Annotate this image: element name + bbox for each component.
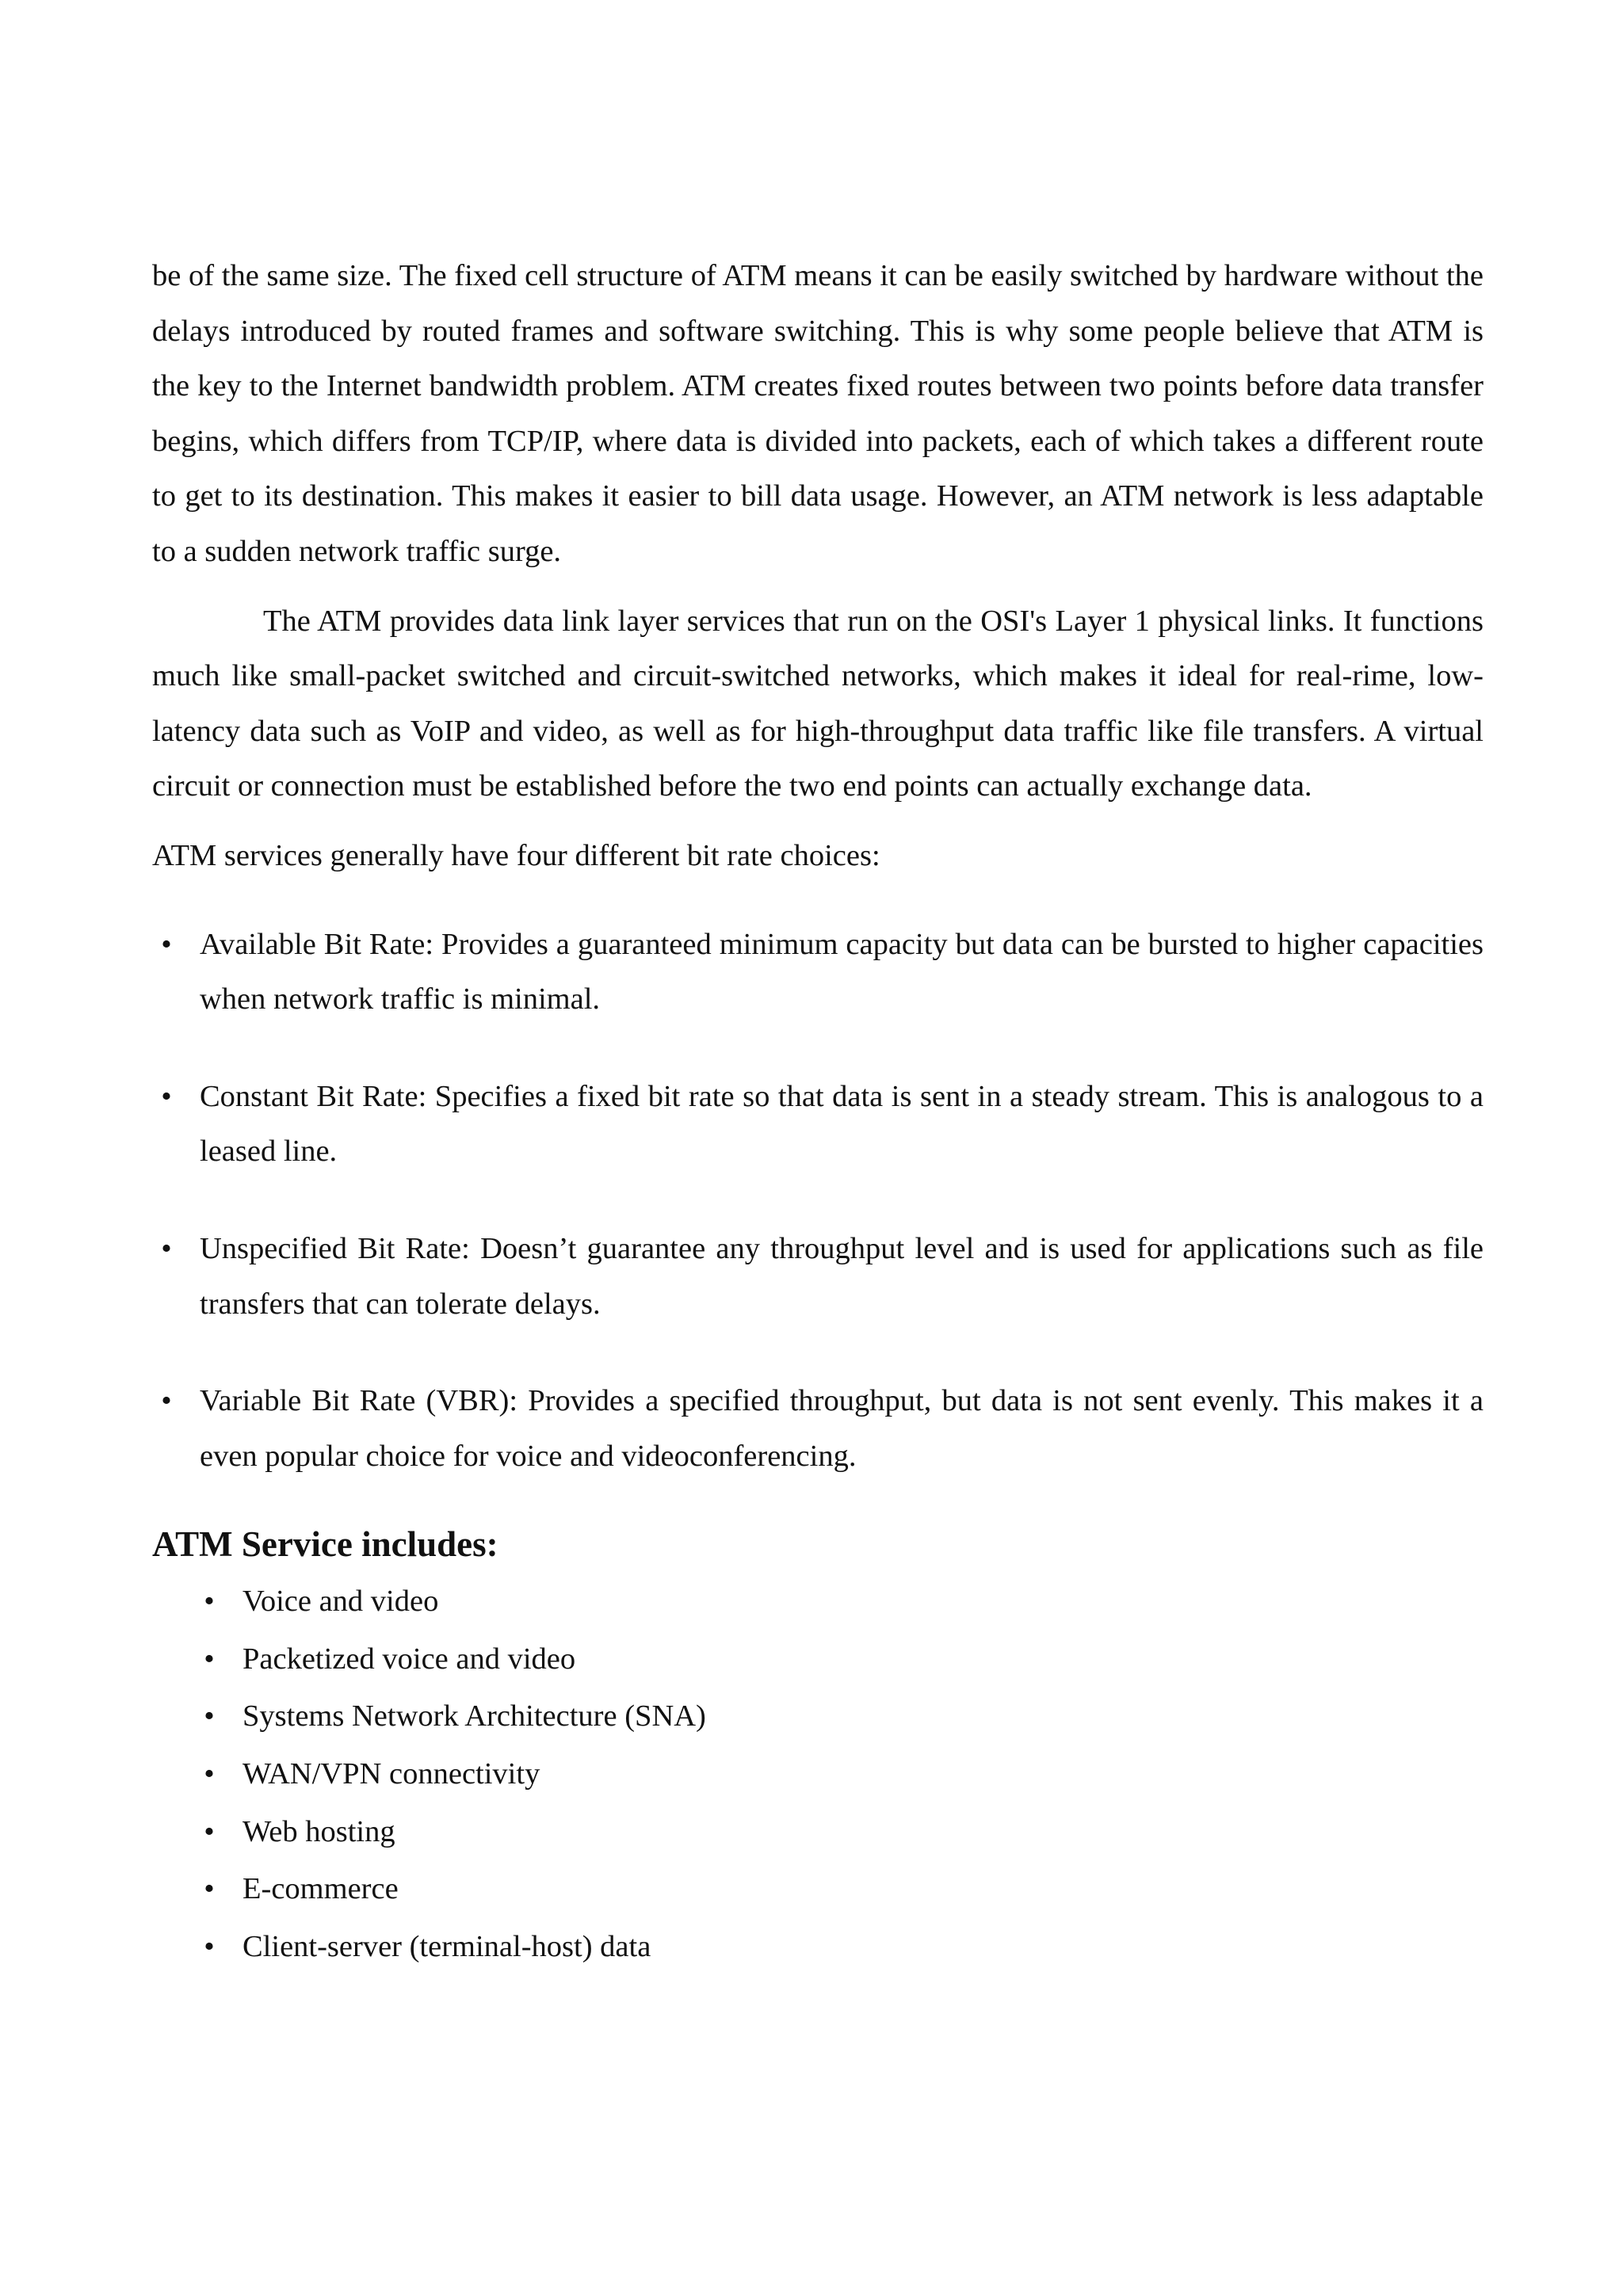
bullet-icon: • <box>204 1929 215 1963</box>
bit-rate-constant: Constant Bit Rate: Specifies a fixed bit rate so that data is sent in a steady stream. This is analogous to a leased line. <box>200 1079 1484 1169</box>
list-item <box>105 917 1484 1028</box>
bullet-icon: • <box>204 1642 215 1676</box>
bit-rate-list <box>152 917 1484 1485</box>
services-heading: ATM Service includes: <box>152 1524 498 1565</box>
bullet-icon: • <box>161 927 172 961</box>
paragraph-bit-rate-intro: ATM services generally have four different bit rate choices: <box>152 838 880 872</box>
list-item <box>105 1374 1484 1484</box>
paragraph-atm-data-link-layer: The ATM provides data link layer services that run on the OSI's Layer 1 physical links. It functions much like small-packet switched and circuit-switched networks, which makes it ideal for real-rime, low-latency data such as VoIP and video, as well as for high-throughput data traffic like file transfers. A virtual circuit or connection must be established before the two end points can actually exchange data. <box>152 604 1484 803</box>
service-label: Web hosting <box>242 1814 395 1848</box>
bullet-icon: • <box>204 1585 215 1619</box>
bullet-icon: • <box>204 1872 215 1906</box>
service-label: Voice and video <box>242 1585 439 1619</box>
list-item <box>105 1573 1484 1630</box>
bullet-icon: • <box>161 1231 172 1265</box>
bit-rate-available: Available Bit Rate: Provides a guaranteed minimum capacity but data can be bursted to higher capacities when network traffic is minimal. <box>200 927 1484 1016</box>
list-item <box>105 1070 1484 1180</box>
bullet-icon: • <box>161 1384 172 1418</box>
service-label: WAN/VPN connectivity <box>242 1757 540 1791</box>
service-label: E-commerce <box>242 1872 399 1906</box>
list-item <box>105 1803 1484 1861</box>
service-label: Client-server (terminal-host) data <box>242 1929 651 1963</box>
bit-rate-variable: Variable Bit Rate (VBR): Provides a specified throughput, but data is not sent evenly. This makes it a even popular choice for voice and videoconferencing. <box>200 1384 1484 1473</box>
paragraph-atm-cell-structure: be of the same size. The fixed cell structure of ATM means it can be easily switched by hardware without the delays introduced by routed frames and software switching. This is why some people believe that ATM is the key to the Internet bandwidth problem. ATM creates fixed routes between two points before data transfer begins, which differs from TCP/IP, where data is divided into packets, each of which takes a different route to get to its destination. This makes it easier to bill data usage. However, an ATM network is less adaptable to a sudden network traffic surge. <box>152 259 1484 568</box>
bit-rate-unspecified: Unspecified Bit Rate: Doesn’t guarantee any throughput level and is used for applications such as file transfers that can tolerate delays. <box>200 1231 1484 1321</box>
services-list <box>152 1573 1484 1975</box>
list-item <box>105 1918 1484 1976</box>
service-label: Packetized voice and video <box>242 1642 576 1676</box>
document-page <box>152 249 1484 1975</box>
bullet-icon: • <box>204 1814 215 1848</box>
list-item <box>105 1630 1484 1688</box>
service-label: Systems Network Architecture (SNA) <box>242 1699 706 1733</box>
list-item <box>105 1688 1484 1745</box>
list-item <box>105 1860 1484 1918</box>
list-item <box>105 1222 1484 1332</box>
bullet-icon: • <box>161 1079 172 1113</box>
bullet-icon: • <box>204 1757 215 1791</box>
bullet-icon: • <box>204 1699 215 1733</box>
list-item <box>105 1745 1484 1803</box>
